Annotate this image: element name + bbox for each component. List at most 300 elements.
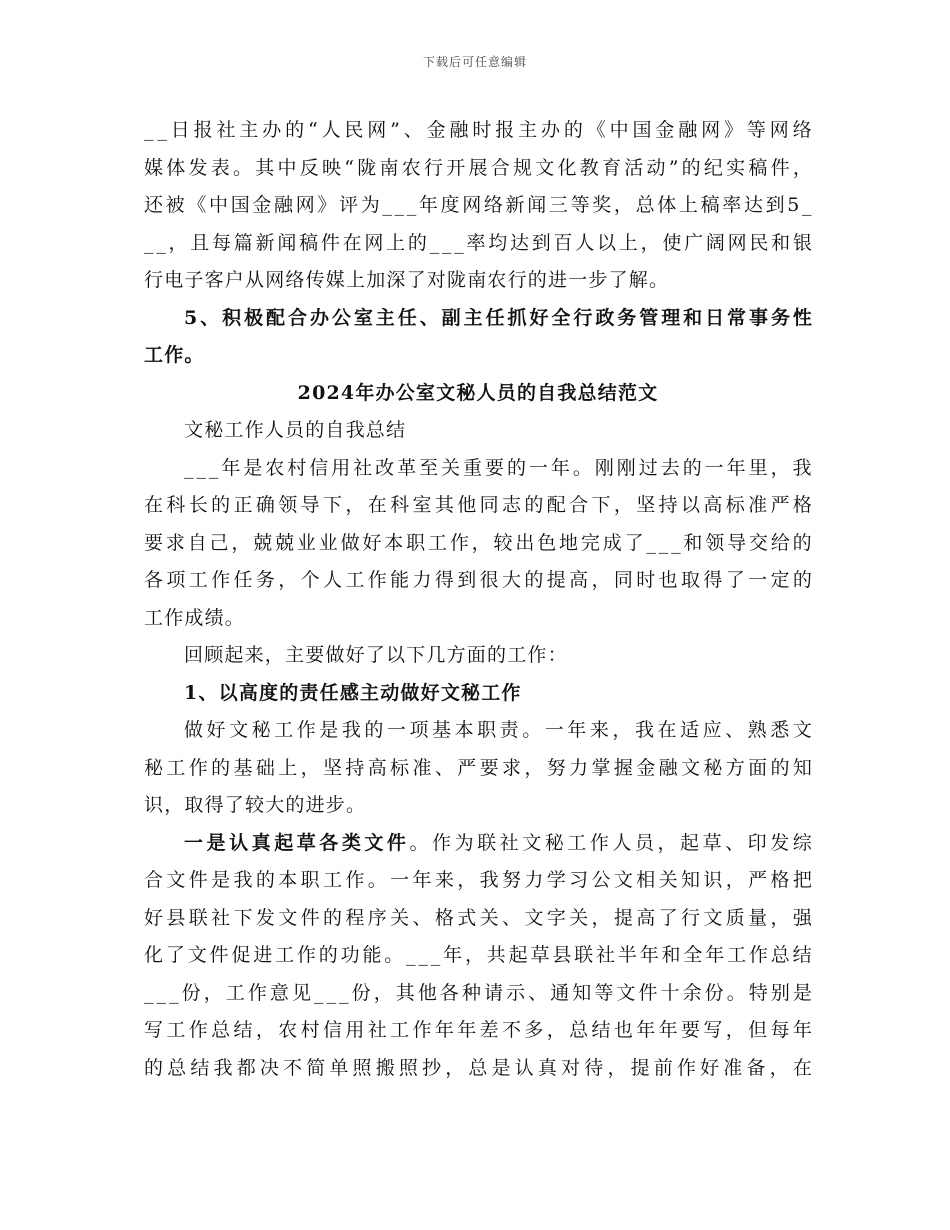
char: 年 [792, 1019, 812, 1041]
char: 领 [278, 494, 298, 516]
char: 。 [522, 719, 542, 741]
char: 篇 [233, 231, 253, 254]
char: 工 [567, 831, 587, 854]
char: 一 [390, 869, 410, 891]
char: 事 [749, 306, 769, 329]
char: “ [307, 119, 318, 141]
char: 》 [724, 119, 744, 141]
char: 、 [725, 719, 745, 741]
char: ” [668, 156, 679, 179]
char: 工 [166, 756, 186, 779]
text-line-25 [144, 1012, 812, 1050]
char: 金 [636, 756, 656, 779]
char: 。 [409, 831, 429, 854]
char: 兢 [253, 531, 273, 554]
char: _ [196, 456, 206, 479]
char: 发 [770, 831, 790, 854]
char: “ [344, 156, 354, 179]
char: 但 [748, 1019, 768, 1041]
char: 《 [187, 194, 207, 216]
char: 其 [395, 981, 415, 1004]
char: 文 [166, 869, 186, 891]
char: 关 [441, 456, 461, 479]
char: ， [203, 981, 223, 1004]
char: 他 [457, 494, 477, 516]
char: 长 [188, 494, 208, 516]
char: 努 [546, 756, 566, 779]
char: 村 [300, 1019, 320, 1041]
char: 使 [662, 231, 682, 254]
char: 的 [407, 231, 427, 254]
char: 体 [166, 156, 186, 179]
char: 取 [681, 569, 701, 591]
char: 意 [269, 981, 289, 1004]
char: 文 [681, 756, 701, 779]
char: 的 [211, 756, 231, 779]
char: 是 [211, 869, 231, 891]
text-line-6 [144, 300, 812, 338]
char: 作 [188, 1019, 208, 1041]
char: 报 [193, 119, 213, 141]
char: 备 [746, 1056, 766, 1079]
char: 农 [278, 1019, 298, 1041]
char: 严 [457, 756, 477, 779]
char: 县 [552, 944, 572, 966]
char: 国 [230, 194, 250, 216]
text-line-13 [144, 562, 812, 600]
char: 的 [285, 119, 305, 141]
char: 结 [233, 1019, 253, 1041]
char: 种 [461, 981, 481, 1004]
char: 下 [591, 494, 611, 516]
char: 广 [684, 231, 704, 254]
char: _ [802, 194, 812, 216]
char: 持 [658, 494, 678, 516]
char: 是 [792, 981, 812, 1004]
char: 文 [703, 906, 723, 929]
char: ， [345, 494, 365, 516]
char: 在 [657, 719, 677, 741]
char: 余 [682, 981, 702, 1004]
char: 重 [463, 456, 483, 479]
char: 坚 [636, 494, 656, 516]
char: 联 [574, 944, 594, 966]
char: 公 [591, 869, 611, 891]
char: 本 [278, 869, 298, 891]
char: 一 [704, 456, 724, 479]
char: 到 [765, 194, 785, 216]
char: 做 [340, 531, 360, 554]
char: 上 [278, 756, 298, 779]
char: 民 [344, 119, 364, 141]
char: 通 [550, 981, 570, 1004]
char: 的 [563, 119, 583, 141]
char: 方 [725, 756, 745, 779]
char: 办 [309, 306, 329, 329]
char: 配 [266, 306, 286, 329]
char: 程 [345, 906, 365, 929]
char: 和 [661, 944, 681, 966]
char: 起 [508, 944, 528, 966]
char: 理 [661, 306, 681, 329]
char: 教 [579, 156, 599, 179]
char: ， [613, 194, 633, 216]
char: 我 [341, 719, 361, 741]
char: 社 [216, 119, 236, 141]
char: 能 [362, 944, 382, 966]
char: 出 [515, 531, 535, 554]
page-header: 下载后可任意编辑 [422, 55, 527, 69]
char: 人 [575, 231, 595, 254]
char: 。 [572, 456, 592, 479]
text-line-20 [144, 825, 812, 863]
char: 工 [323, 869, 343, 891]
char: 得 [703, 569, 723, 591]
char: 熟 [747, 719, 767, 741]
char: 的 [364, 719, 384, 741]
char: 年 [636, 1019, 656, 1041]
char: 的 [318, 944, 338, 966]
char: 高 [569, 569, 589, 591]
char: 文 [616, 981, 636, 1004]
char: 动 [646, 156, 666, 179]
char: 文 [524, 906, 544, 929]
char: 相 [636, 869, 656, 891]
char: 主 [463, 306, 483, 329]
char: 件 [638, 981, 658, 1004]
char: 个 [300, 569, 320, 591]
char: 化 [557, 156, 577, 179]
char: 文 [229, 719, 249, 741]
text-line-18 [144, 750, 812, 788]
char: 抓 [507, 306, 527, 329]
char: 作 [296, 944, 316, 966]
char: 上 [618, 231, 638, 254]
char: 信 [323, 1019, 343, 1041]
text-line-4 [144, 225, 812, 263]
char: 中 [609, 119, 629, 141]
char: 给 [770, 531, 790, 554]
char: 社 [353, 456, 373, 479]
char: 准 [723, 1056, 743, 1079]
char: 一 [544, 719, 564, 741]
char: 起 [274, 831, 294, 854]
char: ， [613, 494, 633, 516]
char: 工 [166, 1019, 186, 1041]
char: 任 [485, 306, 505, 329]
char: 作 [412, 1019, 432, 1041]
char: 色 [537, 531, 557, 554]
char: 年 [726, 456, 746, 479]
char: 至 [419, 456, 439, 479]
char: 件 [770, 156, 790, 179]
char: 质 [725, 906, 745, 929]
char: 要 [681, 1019, 701, 1041]
char: 文 [278, 906, 298, 929]
char: 搬 [375, 1056, 395, 1079]
char: 体 [657, 194, 677, 216]
text-line-2 [144, 150, 812, 188]
char: 准 [748, 494, 768, 516]
char: _ [429, 231, 440, 254]
char: _ [208, 456, 219, 479]
char: 是 [206, 831, 226, 854]
char: 发 [188, 156, 208, 179]
char: 、 [419, 306, 439, 329]
char: 项 [166, 569, 186, 591]
char: 室 [353, 306, 373, 329]
char: 提 [613, 906, 633, 929]
char: 写 [703, 1019, 723, 1041]
char: 、 [412, 906, 432, 929]
char: 份 [351, 981, 371, 1004]
char: 件 [209, 944, 229, 966]
char: 职 [300, 869, 320, 891]
char: 总 [569, 1019, 589, 1041]
char: 社 [211, 906, 231, 929]
char: 在 [367, 494, 387, 516]
char: 网 [295, 194, 315, 216]
char: 也 [658, 569, 678, 591]
char: 标 [390, 756, 410, 779]
char: 刚 [616, 456, 636, 479]
char: 了 [725, 569, 745, 591]
char: 为 [454, 831, 474, 854]
char: 应 [702, 719, 722, 741]
char: ， [278, 569, 298, 591]
char: 关 [390, 906, 410, 929]
char: 高 [703, 494, 723, 516]
char: 任 [397, 306, 417, 329]
char: 本 [384, 531, 404, 554]
char: 达 [509, 231, 529, 254]
char: 成 [602, 531, 622, 554]
char: 网 [727, 231, 747, 254]
text-line-7: 工作。 [144, 344, 205, 366]
char: 年 [567, 719, 587, 741]
char: 总 [211, 1019, 231, 1041]
char: 人 [321, 119, 341, 141]
char: 时 [472, 119, 492, 141]
char: _ [406, 944, 416, 966]
char: 共 [486, 944, 506, 966]
char: 序 [367, 906, 387, 929]
text-line-8: 2024年办公室文秘人员的自我总结范文 [297, 381, 659, 404]
char: 单 [329, 1056, 349, 1079]
char: 的 [144, 1056, 164, 1079]
char: 年 [443, 944, 463, 966]
char: 草 [296, 831, 316, 854]
char: 作 [589, 831, 609, 854]
document-body [144, 112, 812, 1087]
char: 作 [211, 569, 231, 591]
char: 文 [364, 831, 384, 854]
char: 工 [345, 569, 365, 591]
char: 和 [771, 231, 791, 254]
char: 率 [466, 231, 486, 254]
char: 我 [634, 719, 654, 741]
char: 他 [417, 981, 437, 1004]
char: 。 [233, 156, 253, 179]
text-line-15: 回顾起来，主要做好了以下几方面的工作： [184, 644, 568, 666]
char: 在 [144, 494, 164, 516]
char: _ [326, 981, 337, 1004]
char: _ [418, 944, 428, 966]
char: _ [157, 119, 167, 141]
char: 民 [749, 231, 769, 254]
char: ， [769, 1056, 789, 1079]
char: 格 [770, 869, 790, 891]
char: 作 [676, 1056, 696, 1079]
char: 映 [322, 156, 342, 179]
char: _ [430, 944, 441, 966]
char: 一 [184, 831, 204, 854]
char: 工 [427, 531, 447, 554]
char: 合 [490, 156, 510, 179]
char: 作 [296, 719, 316, 741]
char: 国 [632, 119, 652, 141]
char: 陇 [357, 156, 377, 179]
char: 是 [243, 456, 263, 479]
char: 功 [340, 944, 360, 966]
char: 知 [681, 869, 701, 891]
char: 联 [477, 831, 497, 854]
char: 其 [434, 494, 454, 516]
char: 大 [502, 569, 522, 591]
char: 真 [537, 1056, 557, 1079]
char: 任 [233, 569, 253, 591]
char: _ [144, 231, 154, 254]
char: 来 [589, 719, 609, 741]
char: 年 [639, 944, 659, 966]
char: 作 [247, 981, 267, 1004]
char: 过 [638, 456, 658, 479]
char: 提 [546, 569, 566, 591]
char: 奖 [592, 194, 612, 216]
char: 、 [403, 119, 423, 141]
char: ， [300, 756, 320, 779]
char: 总 [468, 1056, 488, 1079]
char: _ [658, 531, 669, 554]
char: 在 [792, 1056, 812, 1079]
char: 表 [210, 156, 230, 179]
char: 力 [412, 569, 432, 591]
char: 照 [398, 1056, 418, 1079]
char: 关 [479, 906, 499, 929]
char: 性 [792, 306, 812, 329]
char: 真 [251, 831, 271, 854]
char: 每 [770, 1019, 790, 1041]
char: 基 [432, 719, 452, 741]
char: _ [454, 231, 464, 254]
char: 达 [743, 194, 763, 216]
char: ， [591, 906, 611, 929]
char: 高 [367, 756, 387, 779]
char: 文 [187, 944, 207, 966]
char: 管 [639, 306, 659, 329]
char: 件 [300, 906, 320, 929]
char: 的 [792, 569, 812, 591]
char: 新 [505, 194, 525, 216]
char: 、 [528, 981, 548, 1004]
char: 进 [253, 944, 273, 966]
char: 以 [681, 494, 701, 516]
char: 日 [705, 306, 725, 329]
char: 好 [206, 719, 226, 741]
char: 改 [375, 456, 395, 479]
char: 和 [683, 531, 703, 554]
char: 且 [190, 231, 210, 254]
char: 份 [704, 981, 724, 1004]
char: 金 [252, 194, 272, 216]
char: 媒 [144, 156, 164, 179]
char: 络 [792, 119, 812, 141]
char: 主 [518, 119, 538, 141]
char: 被 [165, 194, 185, 216]
char: 在 [342, 231, 362, 254]
char: 强 [792, 906, 812, 929]
char: 志 [502, 494, 522, 516]
char: 务 [770, 306, 790, 329]
char: 以 [597, 231, 617, 254]
char: 年 [221, 456, 241, 479]
char: 。 [726, 981, 746, 1004]
char: _ [314, 981, 324, 1004]
char: ， [792, 156, 812, 179]
char: 阔 [705, 231, 725, 254]
char: 积 [222, 306, 242, 329]
char: 和 [683, 306, 703, 329]
text-line-26 [144, 1050, 812, 1088]
char: 社 [596, 944, 616, 966]
char: 格 [434, 906, 454, 929]
char: 稿 [299, 231, 319, 254]
char: 其 [255, 156, 275, 179]
char: 定 [770, 569, 790, 591]
char: 务 [617, 306, 637, 329]
char: 县 [166, 906, 186, 929]
char: 好 [362, 531, 382, 554]
char: 下 [323, 494, 343, 516]
char: 日 [170, 119, 190, 141]
char: ， [457, 869, 477, 891]
text-line-22 [144, 900, 812, 938]
char: 。 [384, 944, 404, 966]
char: 自 [187, 531, 207, 554]
char: 作 [345, 869, 365, 891]
text-line-5: 行电子客户从网络传媒上加深了对陇南农行的进一步了解。 [144, 269, 670, 291]
char: 等 [570, 194, 590, 216]
char: 年 [418, 194, 438, 216]
char: 一 [386, 719, 406, 741]
char: 是 [491, 1056, 511, 1079]
char: _ [382, 194, 392, 216]
char: 我 [479, 869, 499, 891]
char: 职 [477, 719, 497, 741]
char: 每 [212, 231, 232, 254]
char: 适 [680, 719, 700, 741]
char: 掌 [591, 756, 611, 779]
char: 半 [617, 944, 637, 966]
char: 项 [409, 719, 429, 741]
char: 信 [309, 456, 329, 479]
char: 化 [144, 944, 164, 966]
char: 上 [678, 194, 698, 216]
char: 的 [323, 906, 343, 929]
char: ， [725, 1019, 745, 1041]
char: 活 [624, 156, 644, 179]
char: 业 [318, 531, 338, 554]
